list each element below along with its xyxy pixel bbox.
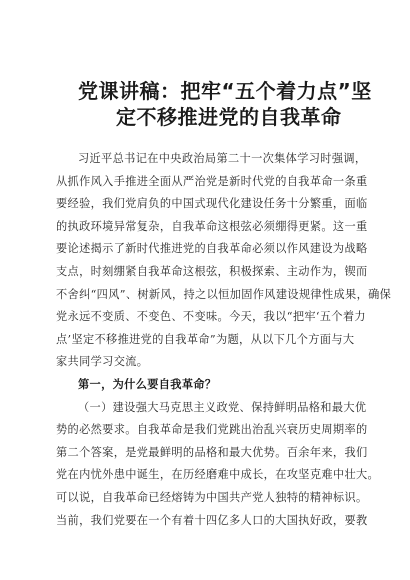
section-paragraph (56, 397, 380, 533)
document-title (78, 78, 372, 130)
paragraph-line: （一）建设强大马克思主义政党、保持鲜明品格和最大优 (78, 400, 367, 414)
document-body (56, 148, 392, 532)
paragraph-line: 从抓作风入手推进全面从严治党是新时代党的自我革命一条重 (56, 174, 368, 188)
paragraph-line: 党在内忧外患中诞生，在历经磨难中成长，在攻坚克难中壮大。 (56, 468, 380, 482)
paragraph-line: 家共同学习交流。 (56, 355, 149, 369)
paragraph-line: 要经验，我们党肩负的中国式现代化建设任务十分繁重，面临 (56, 197, 368, 211)
paragraph-line: 势的必然要求。自我革命是我们党跳出治乱兴衰历史周期率的 (56, 423, 368, 437)
title-line-1: 党课讲稿：把牢“五个着力点”坚 (78, 79, 372, 103)
paragraph-line: 不舍纠“四风”、树新风，持之以恒加固作风建设规律性成果，确保 (56, 287, 392, 301)
paragraph-line: 党永远不变质、不变色、不变味。今天，我以“把牢‘五个着力 (56, 310, 366, 324)
paragraph-line: 要论述揭示了新时代推进党的自我革命必须以作风建设为战略 (56, 242, 368, 256)
paragraph-line: 可以说，自我革命已经熔铸为中国共产党人独特的精神标识。 (56, 490, 368, 504)
title-line-2: 定不移推进党的自我革命 (116, 105, 342, 129)
paragraph-line: 点’坚定不移推进党的自我革命”为题，从以下几个方面与大 (56, 332, 355, 346)
paragraph-line: 第二个答案，是党最鲜明的品格和最大优势。百余年来，我们 (56, 445, 368, 459)
section-heading (56, 374, 368, 397)
paragraph-line: 支点，时刻绷紧自我革命这根弦，积极探索、主动作为，锲而 (56, 264, 368, 278)
section-heading-text: 第一，为什么要自我革命？ (78, 377, 217, 391)
paragraph-line: 习近平总书记在中央政治局第二十一次集体学习时强调， (78, 152, 367, 165)
intro-paragraph (56, 148, 392, 374)
paragraph-line: 的执政环境异常复杂，自我革命这根弦必须绷得更紧。这一重 (56, 219, 368, 233)
paragraph-line: 当前，我们党要在一个有着十四亿多人口的大国执好政，要教 (56, 513, 368, 527)
